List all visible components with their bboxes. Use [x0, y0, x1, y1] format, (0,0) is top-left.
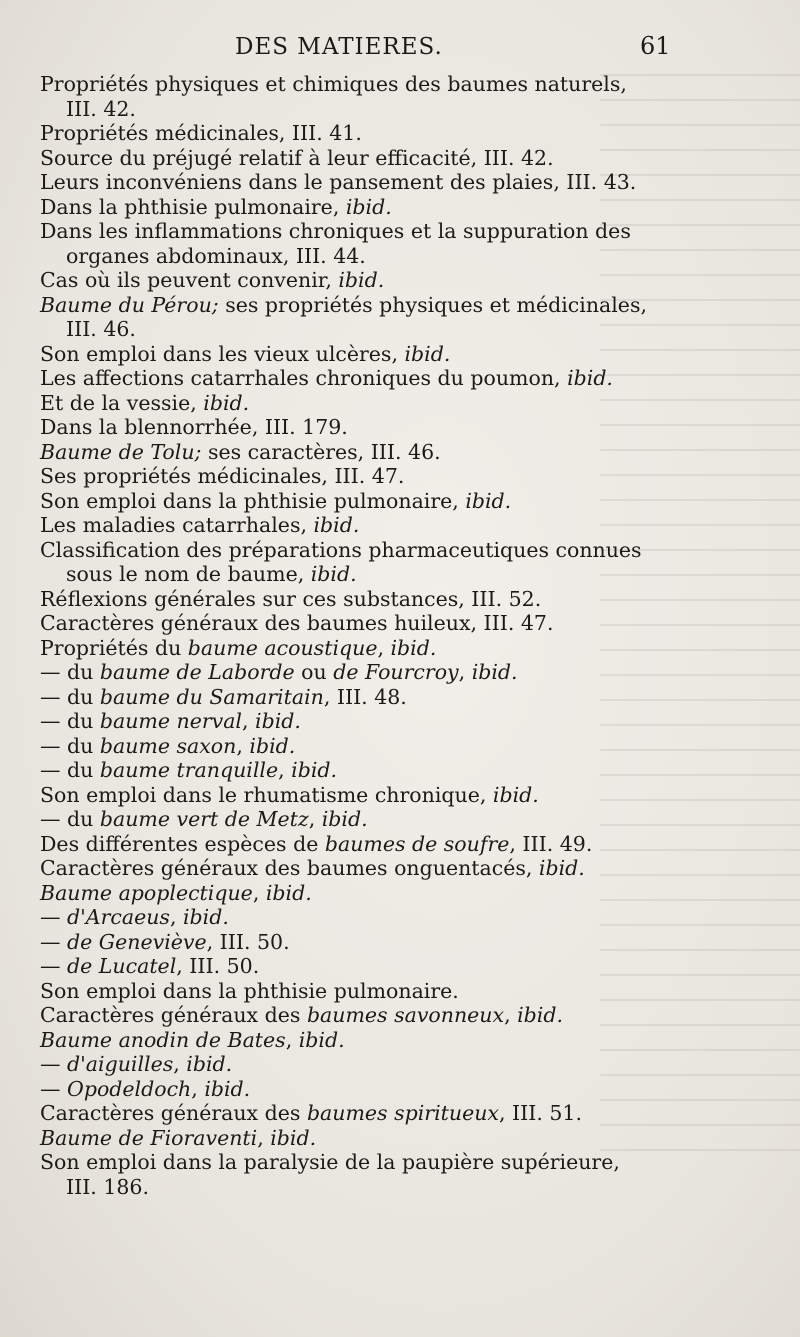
italic-text: ibid.	[492, 782, 539, 807]
index-line	[40, 489, 680, 514]
entry-text: ,	[191, 1076, 205, 1101]
index-line	[40, 660, 680, 685]
index-line	[40, 807, 680, 832]
entry-text: III. 186.	[66, 1174, 149, 1199]
entry-text: —	[40, 929, 68, 954]
index-line	[40, 758, 680, 783]
entry-text: , III. 50.	[176, 954, 260, 978]
index-line	[40, 244, 680, 269]
entry-text: ,	[377, 635, 391, 660]
entry-text: —	[40, 905, 68, 929]
italic-text: baumes spiritueux	[306, 1101, 499, 1125]
entry-text: — du	[40, 684, 100, 709]
index-line	[40, 415, 680, 440]
index-line	[40, 709, 680, 734]
entry-text: Cas où ils peuvent convenir,	[40, 268, 339, 292]
italic-text: ibid.	[183, 905, 229, 929]
italic-text: baume saxon	[99, 733, 237, 758]
index-line	[40, 1175, 680, 1200]
entry-text: Son emploi dans la phthisie pulmonaire,	[40, 488, 466, 513]
index-line	[40, 366, 680, 391]
entry-text: , III. 51.	[499, 1101, 582, 1125]
entry-text: Propriétés du	[40, 635, 188, 660]
italic-text: de Geneviève	[67, 929, 207, 954]
page-number: 61	[640, 32, 671, 60]
entry-text: Dans la blennorrhée, III. 179.	[40, 415, 348, 439]
index-line	[40, 1077, 680, 1102]
italic-text: ibid.	[517, 1003, 563, 1027]
entry-text: Et de la vessie,	[40, 390, 204, 415]
italic-text: Baume de Fioraventi	[40, 1125, 258, 1150]
entry-text: —	[40, 1076, 68, 1101]
index-line	[40, 636, 680, 661]
italic-text: Baume du Pérou;	[40, 292, 219, 317]
index-line	[40, 146, 680, 171]
entry-text: — du	[40, 807, 100, 831]
italic-text: de Fourcroy	[333, 660, 459, 684]
italic-text: ibid.	[465, 488, 512, 513]
index-line	[40, 954, 680, 979]
entry-text: — du	[40, 660, 100, 684]
italic-text: ibid.	[265, 880, 312, 905]
italic-text: ibid.	[249, 733, 296, 758]
index-line	[40, 97, 680, 122]
italic-text: baume tranquille	[99, 758, 279, 782]
entry-text: Dans la phthisie pulmonaire,	[40, 194, 346, 219]
entry-text: ses caractères, III. 46.	[201, 439, 441, 464]
entry-text: Les maladies catarrhales,	[40, 513, 314, 537]
entry-text: Dans les inflammations chroniques et la suppuration des	[40, 219, 631, 243]
entry-text: III. 42.	[66, 96, 136, 121]
entry-text: Caractères généraux des baumes huileux, III. 47.	[40, 611, 554, 635]
index-line	[40, 1150, 680, 1175]
italic-text: ibid.	[390, 635, 437, 660]
index-line	[40, 734, 680, 759]
entry-text: Propriétés médicinales, III. 41.	[40, 121, 362, 145]
entry-text: , III. 48.	[323, 684, 407, 709]
index-line	[40, 293, 680, 318]
italic-text: baume nerval	[99, 709, 242, 733]
italic-text: baumes savonneux	[306, 1003, 505, 1027]
italic-text: d'Arcaeus	[67, 905, 170, 929]
italic-text: baume de Laborde	[99, 660, 295, 684]
index-line	[40, 1028, 680, 1053]
entry-text: ,	[278, 758, 292, 782]
entry-text: Caractères généraux des baumes onguentacés,	[40, 856, 539, 880]
index-line	[40, 219, 680, 244]
entry-text: ,	[308, 807, 322, 831]
italic-text: Baume anodin de Bates	[40, 1027, 286, 1052]
italic-text: Baume apoplectique	[40, 880, 253, 905]
index-line	[40, 538, 680, 563]
entry-text: ,	[285, 1027, 299, 1052]
italic-text: ibid.	[186, 1052, 233, 1076]
entry-text: Propriétés physiques et chimiques des baumes naturels,	[40, 72, 627, 96]
index-entries	[40, 72, 680, 1199]
index-line	[40, 317, 680, 342]
entry-text: Caractères généraux des	[40, 1101, 307, 1125]
index-line	[40, 587, 680, 612]
index-line	[40, 440, 680, 465]
index-line	[40, 856, 680, 881]
entry-text: Son emploi dans le rhumatisme chronique,	[40, 782, 493, 807]
entry-text: ,	[236, 733, 250, 758]
index-line	[40, 783, 680, 808]
entry-text: ,	[252, 880, 266, 905]
entry-text: Ses propriétés médicinales, III. 47.	[40, 464, 405, 488]
index-line	[40, 268, 680, 293]
italic-text: ibid.	[321, 807, 368, 831]
italic-text: ibid.	[404, 341, 451, 366]
italic-text: Opodeldoch	[67, 1076, 192, 1101]
entry-text: ,	[458, 660, 472, 684]
entry-text: — du	[40, 709, 100, 733]
index-line	[40, 1126, 680, 1151]
italic-text: ibid.	[471, 660, 518, 684]
entry-text: organes abdominaux, III. 44.	[66, 243, 366, 268]
italic-text: ibid.	[255, 709, 301, 733]
entry-text: ,	[173, 1052, 187, 1076]
index-line	[40, 1101, 680, 1126]
entry-text: Son emploi dans la phthisie pulmonaire.	[40, 978, 459, 1003]
entry-text: —	[40, 1052, 68, 1076]
italic-text: ibid.	[338, 268, 385, 292]
index-line	[40, 464, 680, 489]
index-line	[40, 562, 680, 587]
entry-text: Caractères généraux des	[40, 1003, 307, 1027]
index-line	[40, 513, 680, 538]
italic-text: ibid.	[310, 562, 357, 586]
entry-text: , III. 49.	[509, 831, 593, 856]
entry-text: Leurs inconvéniens dans le pansement des plaies, III. 43.	[40, 170, 637, 194]
entry-text: ,	[257, 1125, 271, 1150]
entry-text: III. 46.	[66, 317, 136, 341]
entry-text: Son emploi dans les vieux ulcères,	[40, 341, 405, 366]
italic-text: ibid.	[270, 1125, 317, 1150]
index-line	[40, 685, 680, 710]
italic-text: ibid.	[298, 1027, 345, 1052]
italic-text: de Lucatel	[67, 954, 177, 978]
entry-text: Son emploi dans la paralysie de la paupière supérieure,	[40, 1150, 620, 1174]
index-line	[40, 881, 680, 906]
entry-text: — du	[40, 758, 100, 782]
entry-text: Les affections catarrhales chroniques du poumon,	[40, 366, 568, 390]
entry-text: — du	[40, 733, 100, 758]
italic-text: ibid.	[345, 194, 392, 219]
entry-text: , III. 50.	[206, 929, 290, 954]
entry-text: ou	[294, 660, 334, 684]
italic-text: baume du Samaritain	[99, 684, 324, 709]
index-line	[40, 342, 680, 367]
index-line	[40, 121, 680, 146]
index-line	[40, 391, 680, 416]
index-line	[40, 195, 680, 220]
entry-text: sous le nom de baume,	[66, 562, 311, 586]
italic-text: baume acoustique	[187, 635, 378, 660]
running-head: DES MATIERES.	[235, 34, 443, 60]
entry-text: Des différentes espèces de	[40, 831, 325, 856]
entry-text: Source du préjugé relatif à leur efficacité, III. 42.	[40, 145, 554, 170]
index-line	[40, 170, 680, 195]
italic-text: ibid.	[203, 390, 250, 415]
italic-text: baume vert de Metz	[99, 807, 309, 831]
index-line	[40, 930, 680, 955]
italic-text: ibid.	[567, 366, 613, 390]
italic-text: ibid.	[313, 513, 360, 537]
entry-text: —	[40, 954, 68, 978]
italic-text: ibid.	[291, 758, 338, 782]
index-line	[40, 1052, 680, 1077]
entry-text: ,	[242, 709, 256, 733]
entry-text: ses propriétés physiques et médicinales,	[218, 292, 647, 317]
index-line	[40, 1003, 680, 1028]
entry-text: ,	[504, 1003, 518, 1027]
index-line	[40, 72, 680, 97]
page-header	[40, 30, 671, 66]
entry-text: Réflexions générales sur ces substances, III. 52.	[40, 586, 542, 611]
italic-text: baumes de soufre	[324, 831, 510, 856]
italic-text: d'aiguilles	[67, 1052, 174, 1076]
index-line	[40, 611, 680, 636]
italic-text: ibid.	[204, 1076, 251, 1101]
entry-text: ,	[169, 905, 183, 929]
index-line	[40, 832, 680, 857]
index-line	[40, 979, 680, 1004]
italic-text: ibid.	[538, 856, 585, 880]
entry-text: Classification des préparations pharmaceutiques connues	[40, 537, 642, 562]
italic-text: Baume de Tolu;	[40, 439, 202, 464]
index-line	[40, 905, 680, 930]
